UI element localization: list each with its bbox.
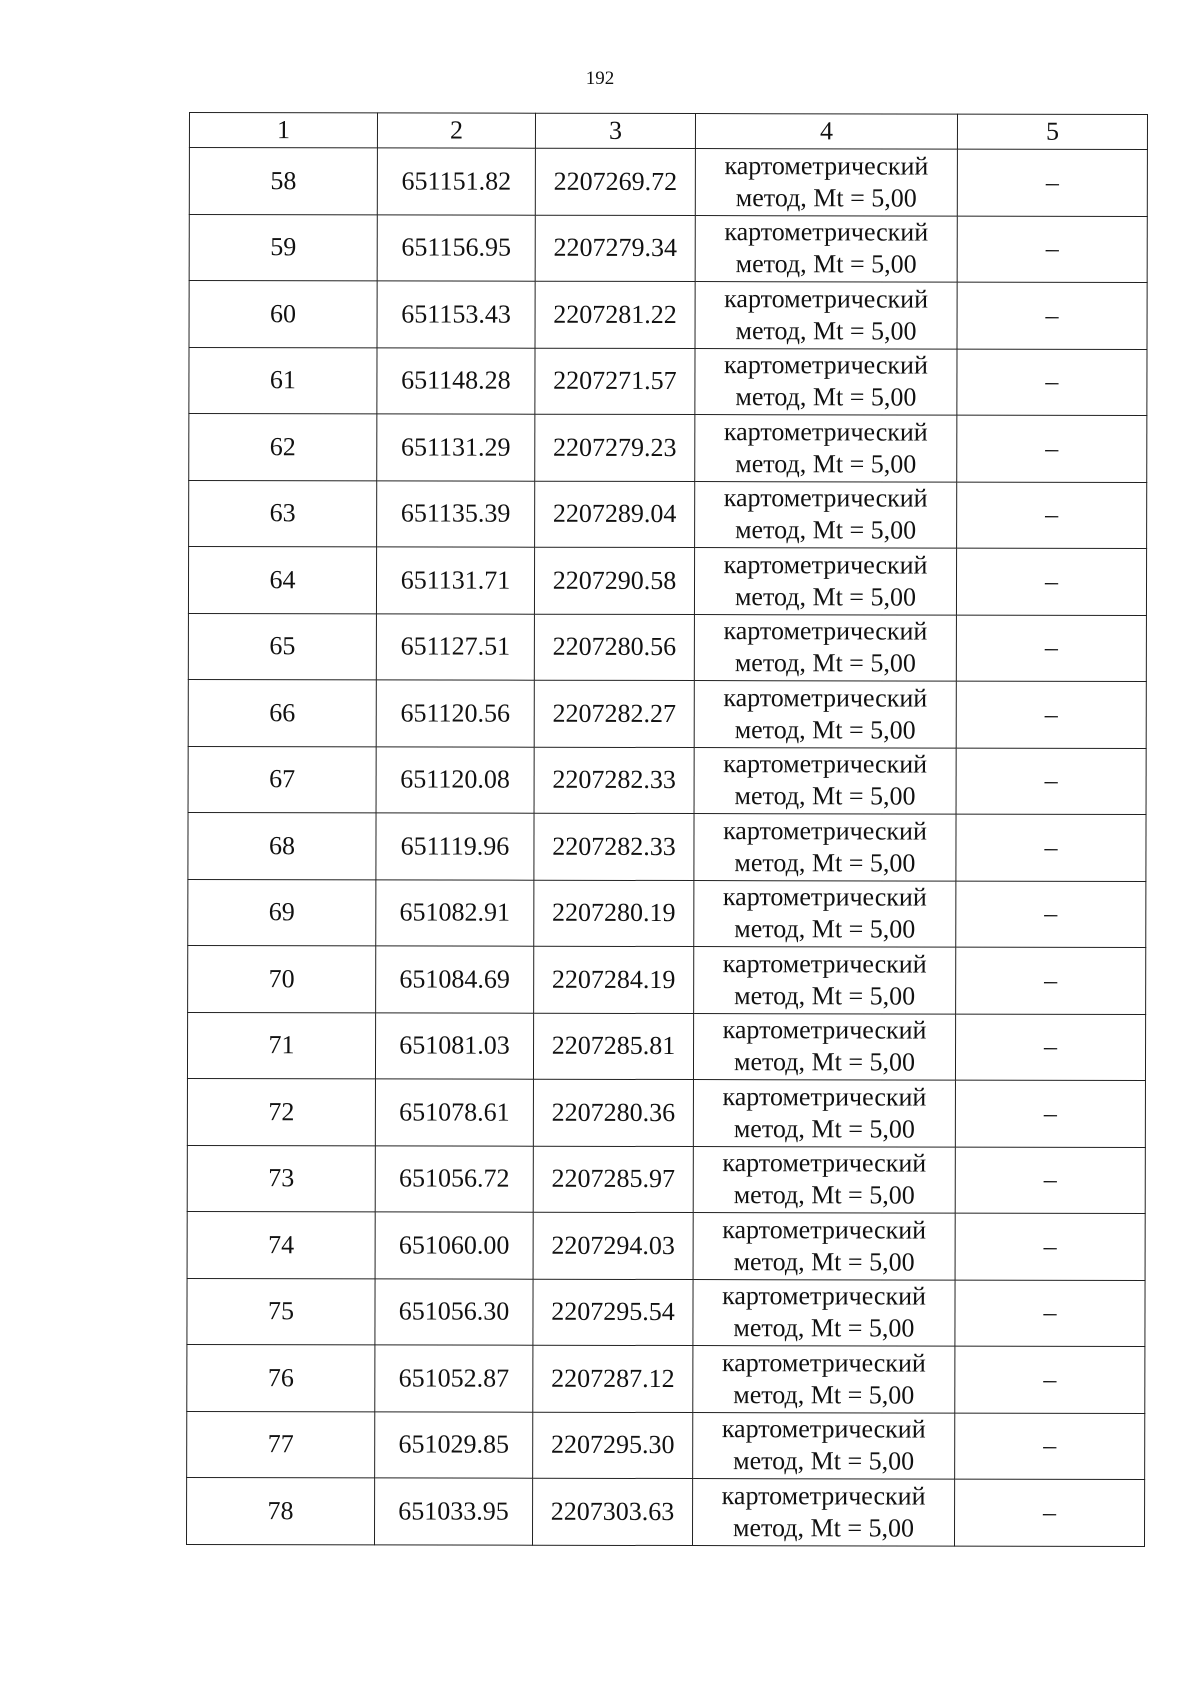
method-line-1: картометрический: [724, 283, 929, 314]
point-number-cell: 58: [189, 148, 377, 215]
method-cell: [693, 1013, 955, 1080]
y-coordinate-cell: 2207289.04: [535, 481, 695, 548]
method-cell: [693, 1080, 955, 1147]
y-coordinate-cell: 2207285.97: [533, 1146, 693, 1213]
note-cell: –: [955, 1346, 1145, 1413]
method-line-2: метод, Mt = 5,00: [735, 249, 917, 279]
method-cell: [694, 947, 956, 1014]
y-coordinate-cell: 2207279.34: [535, 215, 695, 282]
header-row: [189, 113, 1147, 150]
method-line-2: метод, Mt = 5,00: [733, 1512, 915, 1543]
x-coordinate-cell: 651119.96: [376, 813, 534, 880]
note-cell: –: [956, 681, 1146, 748]
table-row: [188, 679, 1146, 748]
x-coordinate-cell: 651078.61: [375, 1079, 533, 1146]
note-cell: –: [957, 482, 1147, 549]
note-cell: –: [957, 415, 1147, 482]
table-row: [188, 879, 1146, 948]
method-line-1: картометрический: [724, 150, 929, 181]
method-line-1: картометрический: [722, 1015, 927, 1045]
method-line-1: картометрический: [724, 217, 929, 247]
method-line-2: метод, Mt = 5,00: [735, 382, 917, 412]
method-line-1: картометрический: [723, 682, 928, 713]
method-line-2: метод, Mt = 5,00: [735, 515, 917, 545]
method-cell: [693, 1412, 955, 1479]
x-coordinate-cell: 651081.03: [375, 1012, 533, 1079]
method-line-2: метод, Mt = 5,00: [735, 182, 917, 213]
y-coordinate-cell: 2207303.63: [533, 1478, 693, 1545]
note-cell: –: [956, 748, 1146, 815]
method-line-1: картометрический: [722, 1081, 927, 1112]
y-coordinate-cell: 2207282.33: [534, 747, 694, 814]
method-cell: [694, 614, 956, 681]
method-line-1: картометрический: [723, 815, 927, 846]
method-cell: [693, 1146, 955, 1213]
point-number-cell: 69: [188, 879, 376, 946]
y-coordinate-cell: 2207294.03: [533, 1212, 693, 1279]
y-coordinate-cell: 2207271.57: [535, 348, 695, 415]
note-cell: –: [955, 1280, 1145, 1347]
header-col-1: 1: [189, 113, 377, 148]
method-cell: [694, 548, 956, 615]
point-number-cell: 71: [187, 1012, 375, 1079]
method-line-1: картометрический: [722, 948, 927, 979]
table-row: [188, 945, 1146, 1014]
table-row: [188, 613, 1146, 682]
x-coordinate-cell: 651120.08: [376, 746, 534, 813]
table-row: [189, 414, 1147, 483]
point-number-cell: 64: [188, 547, 376, 614]
coordinates-table: [186, 112, 1148, 1547]
note-cell: –: [954, 1479, 1144, 1546]
point-number-cell: 60: [189, 281, 377, 348]
table-header: [189, 113, 1147, 150]
method-line-2: метод, Mt = 5,00: [733, 1113, 915, 1144]
method-line-2: метод, Mt = 5,00: [734, 914, 916, 944]
method-line-1: картометрический: [723, 483, 928, 513]
note-cell: –: [955, 1080, 1145, 1147]
method-line-1: картометрический: [723, 749, 928, 779]
method-cell: [693, 1279, 955, 1346]
table-row: [189, 214, 1147, 283]
y-coordinate-cell: 2207295.54: [533, 1279, 693, 1346]
point-number-cell: 59: [189, 214, 377, 281]
method-line-2: метод, Mt = 5,00: [733, 1047, 916, 1077]
note-cell: –: [956, 881, 1146, 948]
point-number-cell: 66: [188, 679, 376, 746]
table-row: [188, 547, 1146, 616]
method-line-2: метод, Mt = 5,00: [733, 1246, 915, 1277]
method-cell: [693, 1213, 955, 1280]
note-cell: –: [957, 149, 1147, 216]
note-cell: –: [955, 1014, 1145, 1081]
method-cell: [695, 481, 957, 548]
note-cell: –: [955, 1147, 1145, 1214]
table-row: [188, 812, 1146, 881]
method-line-2: метод, Mt = 5,00: [734, 581, 917, 612]
method-line-1: картометрический: [723, 616, 928, 646]
x-coordinate-cell: 651156.95: [377, 214, 535, 281]
x-coordinate-cell: 651056.30: [375, 1278, 533, 1345]
x-coordinate-cell: 651127.51: [376, 613, 534, 680]
table-row: [187, 1211, 1145, 1280]
table-row: [187, 1012, 1145, 1081]
y-coordinate-cell: 2207269.72: [535, 148, 695, 215]
point-number-cell: 67: [188, 746, 376, 813]
x-coordinate-cell: 651148.28: [377, 347, 535, 414]
table-row: [189, 281, 1147, 350]
x-coordinate-cell: 651084.69: [376, 946, 534, 1013]
point-number-cell: 68: [188, 812, 376, 879]
method-line-2: метод, Mt = 5,00: [734, 847, 916, 878]
method-cell: [692, 1479, 954, 1546]
method-cell: [695, 215, 957, 282]
x-coordinate-cell: 651131.29: [377, 414, 535, 481]
table-row: [189, 480, 1147, 549]
method-line-2: метод, Mt = 5,00: [734, 781, 916, 811]
x-coordinate-cell: 651131.71: [376, 547, 534, 614]
point-number-cell: 75: [187, 1278, 375, 1345]
method-line-1: картометрический: [722, 1148, 927, 1178]
point-number-cell: 63: [189, 480, 377, 547]
note-cell: –: [956, 548, 1146, 615]
point-number-cell: 77: [187, 1411, 375, 1478]
method-cell: [694, 747, 956, 814]
method-cell: [695, 149, 957, 216]
method-line-2: метод, Mt = 5,00: [734, 980, 916, 1011]
point-number-cell: 76: [187, 1344, 375, 1411]
method-line-1: картометрический: [722, 1214, 927, 1245]
y-coordinate-cell: 2207280.19: [534, 880, 694, 947]
header-col-4: 4: [695, 114, 957, 150]
note-cell: –: [955, 1413, 1145, 1480]
y-coordinate-cell: 2207281.22: [535, 281, 695, 348]
method-cell: [695, 348, 957, 415]
point-number-cell: 62: [189, 414, 377, 481]
method-line-2: метод, Mt = 5,00: [733, 1446, 915, 1476]
x-coordinate-cell: 651135.39: [377, 480, 535, 547]
point-number-cell: 65: [188, 613, 376, 680]
x-coordinate-cell: 651052.87: [375, 1345, 533, 1412]
method-line-1: картометрический: [723, 416, 928, 447]
y-coordinate-cell: 2207279.23: [535, 414, 695, 481]
table-row: [187, 1278, 1145, 1347]
method-line-1: картометрический: [721, 1347, 926, 1378]
table-body: [187, 148, 1148, 1547]
table-row: [187, 1411, 1145, 1480]
method-line-2: метод, Mt = 5,00: [734, 648, 916, 678]
header-col-2: 2: [377, 113, 535, 148]
note-cell: –: [955, 1213, 1145, 1280]
x-coordinate-cell: 651029.85: [375, 1411, 533, 1478]
method-cell: [694, 814, 956, 881]
table-row: [187, 1477, 1145, 1546]
y-coordinate-cell: 2207285.81: [533, 1013, 693, 1080]
method-line-2: метод, Mt = 5,00: [735, 448, 917, 479]
y-coordinate-cell: 2207282.27: [534, 680, 694, 747]
y-coordinate-cell: 2207287.12: [533, 1345, 693, 1412]
x-coordinate-cell: 651033.95: [375, 1478, 533, 1545]
point-number-cell: 61: [189, 347, 377, 414]
method-line-2: метод, Mt = 5,00: [733, 1379, 915, 1410]
table-row: [189, 148, 1147, 217]
point-number-cell: 72: [187, 1078, 375, 1145]
method-line-2: метод, Mt = 5,00: [733, 1180, 915, 1210]
y-coordinate-cell: 2207280.36: [533, 1079, 693, 1146]
point-number-cell: 74: [187, 1211, 375, 1278]
x-coordinate-cell: 651151.82: [377, 148, 535, 215]
header-col-3: 3: [535, 113, 695, 148]
method-cell: [693, 1346, 955, 1413]
method-line-1: картометрический: [723, 549, 928, 580]
method-line-1: картометрический: [724, 350, 928, 380]
header-col-5: 5: [957, 114, 1147, 149]
note-cell: –: [957, 282, 1147, 349]
y-coordinate-cell: 2207282.33: [534, 813, 694, 880]
y-coordinate-cell: 2207290.58: [534, 547, 694, 614]
y-coordinate-cell: 2207280.56: [534, 614, 694, 681]
note-cell: –: [957, 216, 1147, 283]
method-line-1: картометрический: [722, 882, 927, 912]
method-line-2: метод, Mt = 5,00: [733, 1313, 915, 1343]
method-line-2: метод, Mt = 5,00: [735, 315, 917, 346]
method-cell: [694, 681, 956, 748]
method-line-1: картометрический: [721, 1414, 926, 1444]
table-row: [187, 1145, 1145, 1214]
x-coordinate-cell: 651082.91: [376, 879, 534, 946]
point-number-cell: 73: [187, 1145, 375, 1212]
note-cell: –: [956, 814, 1146, 881]
table-row: [188, 746, 1146, 815]
point-number-cell: 70: [188, 945, 376, 1012]
method-cell: [695, 415, 957, 482]
table-row: [189, 347, 1147, 416]
method-line-1: картометрический: [721, 1480, 926, 1511]
note-cell: –: [956, 615, 1146, 682]
x-coordinate-cell: 651060.00: [375, 1212, 533, 1279]
x-coordinate-cell: 651120.56: [376, 680, 534, 747]
y-coordinate-cell: 2207284.19: [534, 946, 694, 1013]
note-cell: –: [957, 349, 1147, 416]
note-cell: –: [956, 947, 1146, 1014]
y-coordinate-cell: 2207295.30: [533, 1412, 693, 1479]
method-cell: [694, 880, 956, 947]
method-line-2: метод, Mt = 5,00: [734, 714, 916, 745]
x-coordinate-cell: 651153.43: [377, 281, 535, 348]
method-cell: [695, 282, 957, 349]
table-row: [187, 1078, 1145, 1147]
method-line-1: картометрический: [722, 1281, 926, 1311]
table-row: [187, 1344, 1145, 1413]
x-coordinate-cell: 651056.72: [375, 1145, 533, 1212]
page-number: 192: [585, 68, 615, 89]
point-number-cell: 78: [187, 1477, 375, 1544]
